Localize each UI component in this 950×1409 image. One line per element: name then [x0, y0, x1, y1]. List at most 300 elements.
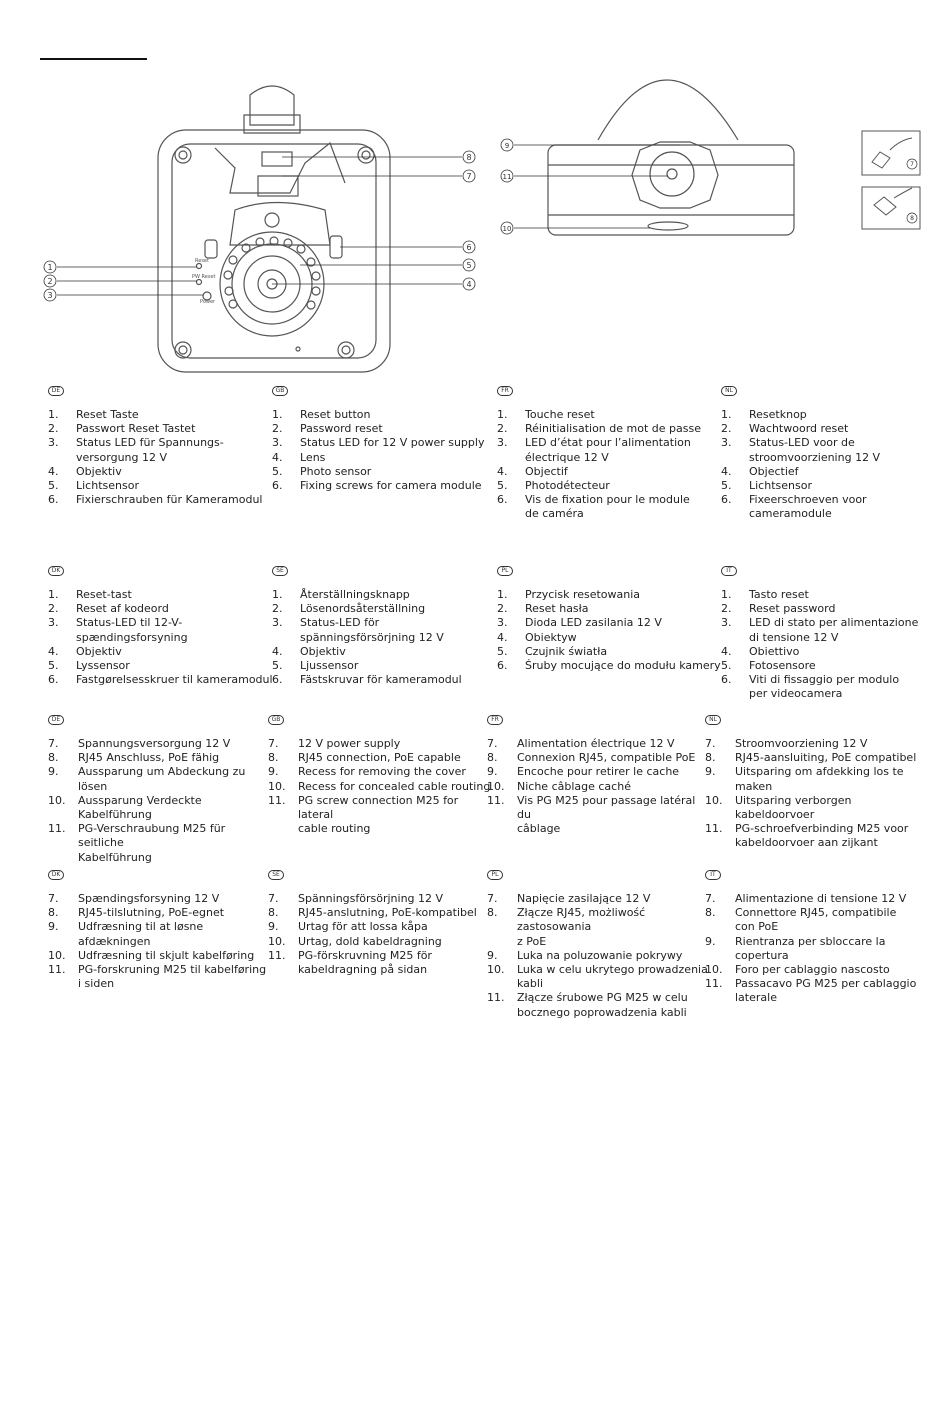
- legend-item-number: 11.: [705, 822, 723, 836]
- legend-item: [705, 963, 930, 977]
- legend-item-number: 10.: [48, 948, 66, 962]
- legend-item: [48, 765, 273, 793]
- legend-item-number: 11.: [48, 963, 66, 977]
- language-badge: GB: [268, 715, 284, 725]
- legend-item-text: Encoche pour retirer le cache: [517, 765, 680, 779]
- legend-section-fr: [487, 711, 712, 836]
- legend-item-text: Touche reset: [525, 408, 595, 421]
- legend-item-number: 3.: [272, 436, 283, 450]
- legend-item-number: 2.: [272, 422, 283, 436]
- legend-item-number: 10.: [268, 934, 286, 948]
- legend-section-fr: [497, 382, 722, 522]
- legend-item-text: RJ45-anslutning, PoE-kompatibel: [298, 906, 477, 920]
- language-badge: NL: [705, 715, 721, 725]
- language-badge: FR: [497, 386, 513, 396]
- legend-item: [272, 422, 497, 436]
- legend-item-text: Reset password: [749, 602, 836, 616]
- legend-item-text: Czujnik światła: [525, 644, 608, 658]
- legend-item-text: Dioda LED zasilania 12 V: [525, 616, 662, 630]
- legend-item-number: 3.: [721, 436, 732, 450]
- legend-item-number: 6.: [721, 493, 732, 507]
- legend-item-text: Fixing screws for camera module: [300, 479, 482, 493]
- legend-item-text: Status LED für Spannungs- versorgung 12 V: [76, 436, 224, 464]
- legend-item-number: 6.: [497, 493, 508, 507]
- legend-item-number: 1.: [48, 588, 59, 601]
- legend-item-text: Wachtwoord reset: [749, 422, 849, 436]
- language-badge: DK: [48, 566, 64, 576]
- legend-item-number: 5.: [272, 464, 283, 478]
- legend-item: [268, 892, 493, 906]
- legend-item-text: Lichtsensor: [749, 479, 812, 493]
- legend-item-number: 3.: [721, 616, 732, 630]
- legend-item: [497, 465, 722, 479]
- legend-item-text: RJ45-tilslutning, PoE-egnet: [78, 906, 225, 920]
- legend-item-text: Photodétecteur: [525, 479, 610, 493]
- legend-item-text: Spændingsforsyning 12 V: [78, 892, 220, 905]
- legend-item-number: 8.: [268, 906, 279, 920]
- legend-item-text: Stroomvoorziening 12 V: [735, 737, 868, 750]
- legend-item-number: 9.: [268, 920, 279, 934]
- legend-item: [721, 602, 946, 616]
- legend-section-pl: [487, 866, 712, 1020]
- legend-item-number: 8.: [487, 751, 498, 765]
- legend-item: [497, 493, 722, 521]
- legend-item-text: Fotosensore: [749, 659, 816, 673]
- legend-item-number: 2.: [48, 422, 59, 436]
- legend-item: [705, 822, 930, 850]
- legend-section-se: [268, 866, 493, 977]
- legend-item: [48, 751, 273, 765]
- callout-7: 7: [466, 172, 472, 181]
- legend-item-number: 6.: [48, 673, 59, 687]
- callout-6: 6: [466, 243, 472, 252]
- legend-item: [497, 436, 722, 464]
- legend-section-de: [48, 382, 273, 507]
- legend-item-number: 5.: [48, 659, 59, 673]
- legend-item: [721, 645, 946, 659]
- legend-item-text: Réinitialisation de mot de passe: [525, 422, 701, 436]
- legend-item-text: Spänningsförsörjning 12 V: [298, 892, 444, 905]
- legend-item-text: Złącze RJ45, możliwość zastosowania z PoE: [517, 906, 646, 948]
- language-badge: GB: [272, 386, 288, 396]
- legend-item-number: 11.: [705, 977, 723, 991]
- legend-item-number: 3.: [272, 616, 283, 630]
- legend-item-number: 4.: [721, 464, 732, 478]
- legend-item: [705, 765, 930, 793]
- legend-section-it: [705, 866, 930, 1006]
- legend-item-number: 8.: [268, 751, 279, 765]
- legend-item: [48, 645, 273, 659]
- legend-item-text: Connettore RJ45, compatibile con PoE: [735, 906, 897, 934]
- legend-item-number: 6.: [497, 659, 508, 673]
- legend-item: [272, 616, 497, 644]
- legend-item: [272, 602, 497, 616]
- callout-5: 5: [466, 261, 472, 270]
- legend-item-number: 1.: [48, 408, 59, 421]
- callout-3: 3: [47, 291, 53, 300]
- legend-item-number: 7.: [48, 737, 59, 750]
- legend-item-text: Recess for concealed cable routing: [298, 779, 491, 793]
- legend-item: [48, 493, 273, 507]
- language-badge: DK: [48, 870, 64, 880]
- legend-section-it: [721, 562, 946, 702]
- legend-item-text: Status-LED til 12-V- spændingsforsyning: [76, 616, 188, 644]
- legend-item-text: LED di stato per alimentazione di tensione 12 V: [749, 616, 919, 644]
- legend-item-number: 9.: [705, 934, 716, 948]
- legend-section-nl: [705, 711, 930, 851]
- legend-section-se: [272, 562, 497, 687]
- legend-item-number: 5.: [721, 659, 732, 673]
- legend-item-number: 11.: [268, 948, 286, 962]
- callout-10: 10: [502, 225, 512, 233]
- legend-item-text: Reset button: [300, 408, 371, 421]
- legend-item: [497, 659, 722, 673]
- legend-item-text: Lyssensor: [76, 659, 130, 673]
- legend-item-number: 1.: [272, 588, 283, 601]
- legend-item-text: Reset hasła: [525, 602, 589, 616]
- legend-item-number: 11.: [48, 822, 66, 836]
- legend-item-number: 7.: [705, 737, 716, 750]
- legend-item: [497, 479, 722, 493]
- legend-item: [487, 751, 712, 765]
- legend-item: [705, 751, 930, 765]
- language-badge: IT: [705, 870, 721, 880]
- legend-item: [721, 479, 946, 493]
- language-badge: PL: [497, 566, 513, 576]
- language-badge: FR: [487, 715, 503, 725]
- legend-item-number: 7.: [268, 737, 279, 750]
- legend-item-text: Rientranza per sbloccare la copertura: [735, 934, 886, 962]
- legend-item: [705, 906, 930, 934]
- legend-item-number: 7.: [48, 892, 59, 905]
- legend-item-text: Urtag, dold kabeldragning: [298, 934, 442, 948]
- callout-8: 8: [466, 153, 472, 162]
- legend-item-number: 8.: [705, 906, 716, 920]
- legend-item: [721, 436, 946, 464]
- language-badge: IT: [721, 566, 737, 576]
- camera-diagrams: [0, 0, 950, 380]
- legend-item: [721, 588, 946, 602]
- legend-item-text: RJ45-aansluiting, PoE compatibel: [735, 751, 917, 765]
- legend-item: [48, 794, 273, 822]
- legend-item: [272, 451, 497, 465]
- legend-item-text: Aussparung Verdeckte Kabelführung: [78, 793, 202, 822]
- legend-item: [48, 673, 273, 687]
- callout-4: 4: [466, 280, 472, 289]
- legend-item: [48, 737, 273, 751]
- legend-item-text: Status-LED voor de stroomvoorziening 12 V: [749, 436, 881, 464]
- legend-item-text: Objectief: [749, 464, 799, 478]
- legend-item-number: 4.: [48, 644, 59, 658]
- legend-item: [487, 737, 712, 751]
- legend-item: [487, 963, 712, 991]
- legend-item-text: Uitsparing verborgen kabeldoorvoer: [735, 793, 852, 822]
- legend-item-text: Vis PG M25 pour passage latéral du câblage: [517, 793, 696, 836]
- side-callout-7: 7: [910, 161, 914, 168]
- legend-item-number: 11.: [487, 793, 505, 807]
- legend-item: [272, 673, 497, 687]
- legend-item-text: RJ45 connection, PoE capable: [298, 751, 461, 765]
- legend-section-de: [48, 711, 273, 865]
- legend-item-number: 4.: [48, 464, 59, 478]
- legend-item-text: Status-LED för spänningsförsörjning 12 V: [300, 616, 444, 644]
- legend-item-number: 4.: [497, 630, 508, 644]
- legend-item: [268, 751, 493, 765]
- callout-2: 2: [47, 277, 53, 286]
- legend-item-text: Ljussensor: [300, 659, 359, 673]
- reset-text: Reset: [195, 258, 209, 264]
- legend-item-number: 8.: [48, 906, 59, 920]
- legend-item-number: 5.: [272, 659, 283, 673]
- legend-item-number: 8.: [48, 751, 59, 765]
- legend-item-number: 8.: [487, 906, 498, 920]
- legend-item: [48, 436, 273, 464]
- legend-item-text: Fixierschrauben für Kameramodul: [76, 493, 263, 507]
- language-badge: DE: [48, 386, 64, 396]
- legend-item-text: Udfræsning til at løsne afdækningen: [78, 920, 204, 948]
- legend-item-text: Niche câblage caché: [517, 779, 631, 793]
- legend-item-text: Objektiv: [300, 644, 346, 658]
- legend-item: [705, 737, 930, 751]
- legend-item: [268, 737, 493, 751]
- legend-item-number: 7.: [705, 892, 716, 905]
- legend-item-number: 1.: [497, 408, 508, 421]
- legend-item-text: Connexion RJ45, compatible PoE: [517, 751, 696, 765]
- legend-item-number: 2.: [48, 602, 59, 616]
- power-text: Power: [200, 299, 216, 305]
- legend-item: [705, 794, 930, 822]
- legend-item-text: PG-förskruvning M25 för kabeldragning på sidan: [298, 948, 432, 977]
- legend-item: [48, 465, 273, 479]
- legend-item-text: Lösenordsåterställning: [300, 602, 426, 616]
- legend-item-number: 9.: [705, 765, 716, 779]
- legend-item-number: 6.: [272, 479, 283, 493]
- legend-item-text: Fästskruvar för kameramodul: [300, 673, 462, 687]
- legend-item: [48, 616, 273, 644]
- legend-item-text: Lichtsensor: [76, 479, 139, 493]
- legend-item-text: Reset af kodeord: [76, 602, 169, 616]
- legend-item: [272, 479, 497, 493]
- legend-item: [48, 906, 273, 920]
- legend-item-text: PG-Verschraubung M25 für seitliche Kabelführung: [78, 822, 226, 864]
- legend-item: [48, 949, 273, 963]
- legend-item-text: Udfræsning til skjult kabelføring: [78, 948, 255, 962]
- legend-item: [268, 765, 493, 779]
- legend-item-text: Passwort Reset Tastet: [76, 422, 196, 436]
- legend-item-number: 2.: [721, 422, 732, 436]
- legend-item-text: Lens: [300, 450, 326, 464]
- legend-item: [48, 659, 273, 673]
- legend-item: [497, 631, 722, 645]
- legend-item-text: Śruby mocujące do modułu kamery: [525, 659, 721, 673]
- legend-item-text: PG screw connection M25 for lateral cable routing: [298, 793, 459, 836]
- legend-section-pl: [497, 562, 722, 673]
- legend-item: [48, 892, 273, 906]
- legend-item: [487, 892, 712, 906]
- legend-item-number: 8.: [705, 751, 716, 765]
- legend-item-number: 6.: [272, 673, 283, 687]
- legend-item-text: Urtag för att lossa kåpa: [298, 920, 428, 934]
- legend-item: [721, 659, 946, 673]
- legend-item-number: 9.: [268, 765, 279, 779]
- legend-section-dk: [48, 562, 273, 687]
- legend-item: [48, 920, 273, 948]
- legend-item-number: 2.: [272, 602, 283, 616]
- language-badge: DE: [48, 715, 64, 725]
- legend-item-number: 3.: [497, 616, 508, 630]
- legend-item: [48, 588, 273, 602]
- legend-item-text: Photo sensor: [300, 464, 372, 478]
- legend-item-text: Password reset: [300, 422, 383, 436]
- legend-item-text: Przycisk resetowania: [525, 588, 641, 601]
- legend-item: [721, 493, 946, 521]
- legend-item: [268, 906, 493, 920]
- legend-item-text: Obiektyw: [525, 630, 577, 644]
- legend-item: [48, 479, 273, 493]
- legend-item-number: 9.: [487, 765, 498, 779]
- legend-item: [48, 602, 273, 616]
- callout-1: 1: [47, 263, 53, 272]
- legend-item: [48, 422, 273, 436]
- language-badge: SE: [272, 566, 288, 576]
- legend-item-number: 7.: [268, 892, 279, 905]
- legend-item: [272, 436, 497, 450]
- legend-item-text: RJ45 Anschluss, PoE fähig: [78, 751, 220, 765]
- legend-item-text: Alimentation électrique 12 V: [517, 737, 675, 750]
- legend-item: [268, 794, 493, 837]
- legend-item-number: 2.: [721, 602, 732, 616]
- legend-item: [705, 977, 930, 1005]
- legend-item-number: 4.: [272, 450, 283, 464]
- legend-item-text: Złącze śrubowe PG M25 w celu bocznego poprowadzenia kabli: [517, 991, 688, 1019]
- legend-item-text: Alimentazione di tensione 12 V: [735, 892, 907, 905]
- legend-item: [721, 673, 946, 701]
- callout-9: 9: [504, 142, 510, 150]
- legend-item: [272, 588, 497, 602]
- legend-item-number: 10.: [268, 779, 286, 793]
- legend-item-text: PG-forskruning M25 til kabelføring i siden: [78, 963, 267, 991]
- legend-item-number: 9.: [487, 948, 498, 962]
- legend-item: [268, 920, 493, 934]
- legend-item-number: 5.: [497, 644, 508, 658]
- legend-item-text: Recess for removing the cover: [298, 765, 466, 779]
- legend-item-number: 6.: [48, 493, 59, 507]
- legend-item-text: Resetknop: [749, 408, 807, 421]
- pwreset-text: PW Reset: [192, 274, 216, 280]
- legend-item-number: 4.: [272, 644, 283, 658]
- legend-item: [497, 616, 722, 630]
- legend-item: [497, 422, 722, 436]
- legend-item: [272, 659, 497, 673]
- legend-item: [721, 422, 946, 436]
- legend-item-number: 11.: [487, 991, 505, 1005]
- side-callout-8: 8: [910, 215, 914, 222]
- legend-section-dk: [48, 866, 273, 991]
- legend-item-number: 3.: [48, 436, 59, 450]
- legend-item-text: Fixeerschroeven voor cameramodule: [749, 493, 867, 521]
- legend-item-text: LED d’état pour l’alimentation électrique 12 V: [525, 436, 691, 464]
- legend-item: [705, 935, 930, 963]
- legend-item-number: 5.: [497, 479, 508, 493]
- legend-item-text: Foro per cablaggio nascosto: [735, 963, 890, 977]
- legend-item-number: 9.: [48, 765, 59, 779]
- legend-item-number: 10.: [705, 793, 723, 807]
- camera-top-view: [548, 80, 794, 235]
- legend-item-number: 10.: [487, 779, 505, 793]
- legend-item-text: Reset-tast: [76, 588, 132, 601]
- legend-item-number: 9.: [48, 920, 59, 934]
- legend-item: [48, 963, 273, 991]
- legend-item-number: 1.: [721, 588, 732, 601]
- legend-section-gb: [272, 382, 497, 493]
- legend-item-number: 11.: [268, 793, 286, 807]
- legend-item: [487, 780, 712, 794]
- legend-item-text: Objectif: [525, 464, 568, 478]
- legend-item: [721, 616, 946, 644]
- legend-item-text: Aussparung um Abdeckung zu lösen: [78, 765, 246, 793]
- legend-section-nl: [721, 382, 946, 522]
- legend-item: [268, 949, 493, 977]
- legend-item-text: Passacavo PG M25 per cablaggio laterale: [735, 977, 917, 1005]
- legend-item: [48, 822, 273, 865]
- legend-item-text: Luka w celu ukrytego prowadzenia kabli: [517, 963, 708, 991]
- legend-item-text: Fastgørelsesskruer til kameramodul: [76, 673, 273, 687]
- legend-item-text: Status LED for 12 V power supply: [300, 436, 485, 450]
- legend-item: [48, 408, 273, 422]
- language-badge: PL: [487, 870, 503, 880]
- legend-item-number: 4.: [497, 464, 508, 478]
- language-badge: SE: [268, 870, 284, 880]
- legend-item-number: 6.: [721, 673, 732, 687]
- legend-section-gb: [268, 711, 493, 836]
- legend-item: [268, 935, 493, 949]
- legend-item-number: 10.: [48, 793, 66, 807]
- legend-item-text: Objektiv: [76, 644, 122, 658]
- legend-item-number: 1.: [497, 588, 508, 601]
- legend-item: [721, 408, 946, 422]
- legend-item: [721, 465, 946, 479]
- legend-item: [487, 991, 712, 1019]
- legend-item-text: PG-schroefverbinding M25 voor kabeldoorvoer aan zijkant: [735, 822, 909, 850]
- callout-11: 11: [502, 173, 512, 181]
- legend-item-number: 5.: [48, 479, 59, 493]
- legend-item-text: Tasto reset: [749, 588, 809, 601]
- legend-item-number: 1.: [721, 408, 732, 421]
- legend-item: [268, 780, 493, 794]
- legend-item: [705, 892, 930, 906]
- language-badge: NL: [721, 386, 737, 396]
- legend-item-text: Napięcie zasilające 12 V: [517, 892, 651, 905]
- legend-item: [497, 408, 722, 422]
- camera-back-view: [158, 86, 390, 372]
- legend-item-number: 3.: [48, 616, 59, 630]
- legend-item-number: 2.: [497, 422, 508, 436]
- legend-item: [497, 588, 722, 602]
- legend-item-number: 7.: [487, 737, 498, 750]
- legend-item: [497, 602, 722, 616]
- legend-item: [272, 465, 497, 479]
- legend-item-number: 5.: [721, 479, 732, 493]
- legend-item-text: Reset Taste: [76, 408, 139, 421]
- legend-item: [487, 765, 712, 779]
- legend-item-text: Viti di fissaggio per modulo per videocamera: [749, 673, 900, 701]
- legend-item-number: 7.: [487, 892, 498, 905]
- legend-item-number: 1.: [272, 408, 283, 421]
- legend-item-text: Obiettivo: [749, 644, 800, 658]
- legend-item: [487, 794, 712, 837]
- legend-item-text: Luka na poluzowanie pokrywy: [517, 948, 683, 962]
- legend-item-text: Uitsparing om afdekking los te maken: [735, 765, 904, 793]
